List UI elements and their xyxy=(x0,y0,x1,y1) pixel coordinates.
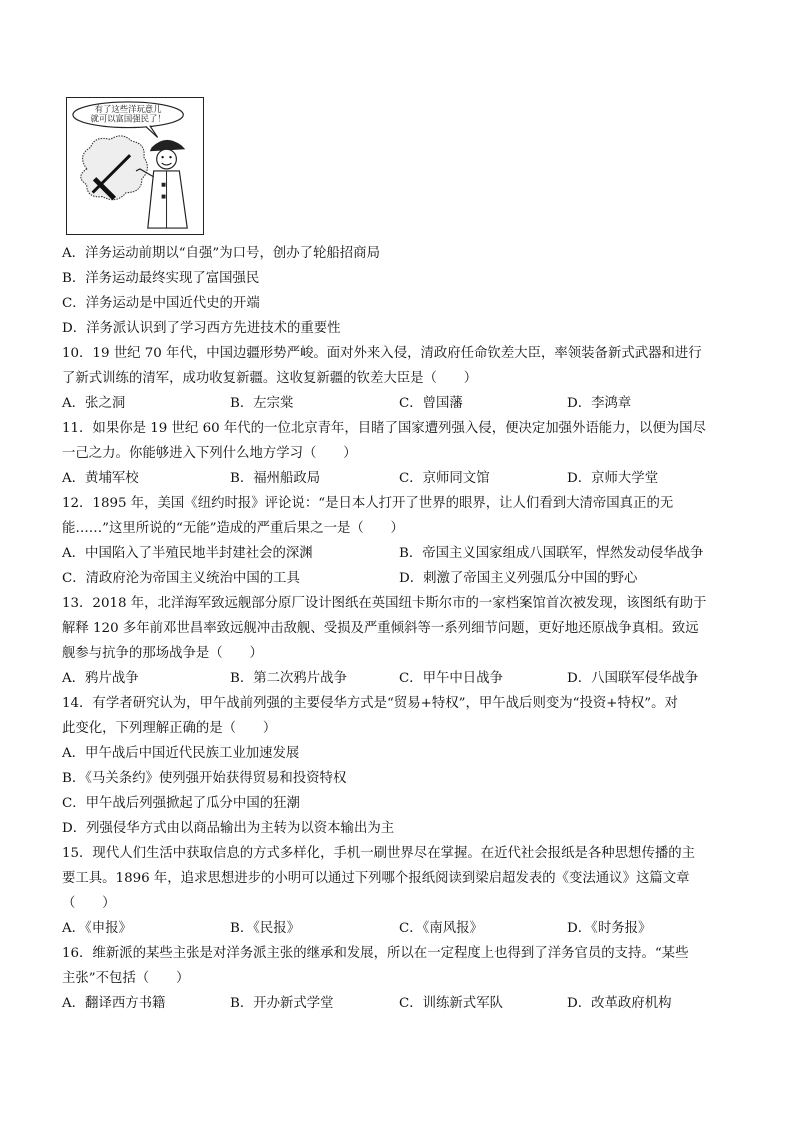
q12-option-c: C．清政府沦为帝国主义统治中国的工具 xyxy=(62,571,300,586)
q11-option-c: C．京师同文馆 xyxy=(399,471,490,486)
q13-options xyxy=(62,669,742,689)
q12-option-a: A．中国陷入了半殖民地半封建社会的深渊 xyxy=(62,546,313,561)
q15-stem-line-3: （ ） xyxy=(62,896,116,911)
q11-option-a: A．黄埔军校 xyxy=(62,471,139,486)
q14-option-a: A．甲午战后中国近代民族工业加速发展 xyxy=(62,746,300,761)
q15-stem-line-2: 要工具。1896 年，追求思想进步的小明可以通过下列哪个报纸阅读到梁启超发表的《变法通议》这篇文章 xyxy=(62,871,690,886)
q13-option-c: C．甲午中日战争 xyxy=(399,671,503,686)
speech-line-1: 有了这些洋玩意儿 xyxy=(94,103,162,114)
q11-stem-line-1: 11．如果你是 19 世纪 60 年代的一位北京青年，目睹了国家遭列强入侵，便决定加强外语能力，以便为国尽 xyxy=(62,421,706,436)
q12-option-d: D．刺激了帝国主义列强瓜分中国的野心 xyxy=(399,571,638,586)
q13-stem-line-3: 舰参与抗争的那场战争是（ ） xyxy=(62,646,263,661)
q16-stem-line-1: 16．维新派的某些主张是对洋务派主张的继承和发展，所以在一定程度上也得到了洋务官员的支持。“某些 xyxy=(62,946,689,961)
q12-stem-line-2: 能……”这里所说的“无能”造成的严重后果之一是（ ） xyxy=(62,521,404,536)
q13-stem-line-1: 13．2018 年，北洋海军致远舰部分原厂设计图纸在英国纽卡斯尔市的一家档案馆首次被发现，该图纸有助于 xyxy=(62,596,707,611)
q13-option-b: B．第二次鸦片战争 xyxy=(230,671,347,686)
q14-option-c: C．甲午战后列强掀起了瓜分中国的狂潮 xyxy=(62,796,300,811)
q13-stem-line-2: 解释 120 多年前邓世昌率致远舰冲击敌舰、受损及严重倾斜等一系列细节问题，更好地还原战争真相。致远 xyxy=(62,621,699,636)
q11-stem-line-2: 一己之力。你能够进入下列什么地方学习（ ） xyxy=(62,446,357,461)
speech-line-2: 就可以富国强民了！ xyxy=(90,113,166,124)
q9-option-b: B．洋务运动最终实现了富国强民 xyxy=(62,271,260,286)
q15-option-d: D．《时务报》 xyxy=(567,921,652,936)
q11-options xyxy=(62,469,742,489)
q16-option-c: C．训练新式军队 xyxy=(399,996,503,1011)
q10-stem-line-1: 10．19 世纪 70 年代，中国边疆形势严峻。面对外来入侵，清政府任命钦差大臣，率领装备新式武器和进行 xyxy=(62,346,702,361)
q15-stem-line-1: 15．现代人们生活中获取信息的方式多样化，手机一刷世界尽在掌握。在近代社会报纸是各种思想传播的主 xyxy=(62,846,696,861)
q14-option-b: B．《马关条约》使列强开始获得贸易和投资特权 xyxy=(62,771,347,786)
cartoon-drawing xyxy=(67,98,203,234)
q13-option-d: D．八国联军侵华战争 xyxy=(567,671,699,686)
q10-option-c: C．曾国藩 xyxy=(399,396,463,411)
q12-option-b: B．帝国主义国家组成八国联军，悍然发动侵华战争 xyxy=(399,546,704,561)
q14-stem-line-2: 此变化，下列理解正确的是（ ） xyxy=(62,721,277,736)
q15-option-c: C．《南风报》 xyxy=(399,921,483,936)
q12-options-row-2 xyxy=(62,569,742,589)
q9-option-d: D．洋务派认识到了学习西方先进技术的重要性 xyxy=(62,321,341,336)
q10-option-a: A．张之洞 xyxy=(62,396,126,411)
q14-stem-line-1: 14．有学者研究认为，甲午战前列强的主要侵华方式是“贸易+特权”，甲午战后则变为“投资+特权”。对 xyxy=(62,696,678,711)
q16-option-d: D．改革政府机构 xyxy=(567,996,672,1011)
q10-options xyxy=(62,394,742,414)
q16-options xyxy=(62,994,742,1014)
q15-option-a: A．《申报》 xyxy=(62,921,132,936)
q10-stem-line-2: 了新式训练的清军，成功收复新疆。这收复新疆的钦差大臣是（ ） xyxy=(62,371,478,386)
q16-option-a: A．翻译西方书籍 xyxy=(62,996,166,1011)
q11-option-b: B．福州船政局 xyxy=(230,471,321,486)
q14-option-d: D．列强侵华方式由以商品输出为主转为以资本输出为主 xyxy=(62,821,395,836)
q11-option-d: D．京师大学堂 xyxy=(567,471,659,486)
q15-option-b: B．《民报》 xyxy=(230,921,301,936)
q10-option-b: B．左宗棠 xyxy=(230,396,294,411)
q16-option-b: B．开办新式学堂 xyxy=(230,996,334,1011)
cartoon-figure xyxy=(66,97,204,235)
q12-options-row-1 xyxy=(62,544,742,564)
q15-options xyxy=(62,919,742,939)
q9-option-a: A．洋务运动前期以“自强”为口号，创办了轮船招商局 xyxy=(62,246,380,261)
q12-stem-line-1: 12．1895 年，美国《纽约时报》评论说：“是日本人打开了世界的眼界，让人们看到大清帝国真正的无 xyxy=(62,496,674,511)
q16-stem-line-2: 主张”不包括（ ） xyxy=(62,971,190,986)
q9-option-c: C．洋务运动是中国近代史的开端 xyxy=(62,296,260,311)
q10-option-d: D．李鸿章 xyxy=(567,396,632,411)
q13-option-a: A．鸦片战争 xyxy=(62,671,139,686)
